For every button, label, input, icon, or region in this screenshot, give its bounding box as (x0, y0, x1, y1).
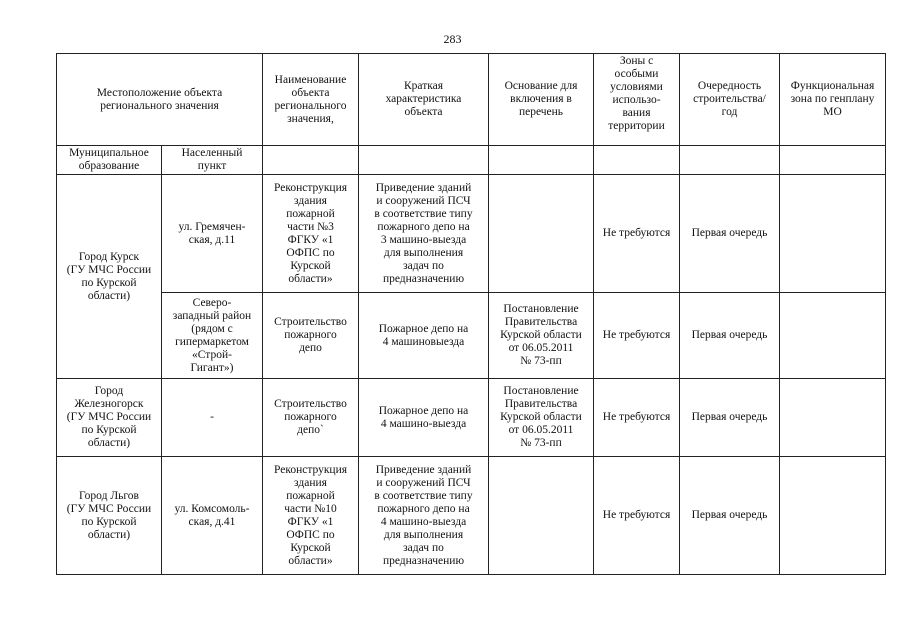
header-settlement: Населенный пункт (162, 146, 263, 175)
cell-description: Пожарное депо на 4 машиновыезда (359, 293, 489, 379)
cell-description: Пожарное депо на 4 машино-выезда (359, 379, 489, 457)
cell-name: Строительство пожарного депо (263, 293, 359, 379)
cell-settlement: - (162, 379, 263, 457)
cell-description: Приведение зданий и сооружений ПСЧ в соответствие типу пожарного депо на 4 машино-выезда для выполнения задач по предназначению (359, 457, 489, 575)
header-location: Местоположение объекта регионального значения (57, 54, 263, 146)
cell-name: Реконструкция здания пожарной части №10 ФГКУ «1 ОФПС по Курской области» (263, 457, 359, 575)
cell-functional-zone (780, 175, 886, 293)
cell-functional-zone (780, 457, 886, 575)
empty-cell (780, 146, 886, 175)
cell-settlement: ул. Комсомоль- ская, д.41 (162, 457, 263, 575)
cell-basis: Постановление Правительства Курской области от 06.05.2011 № 73-пп (489, 293, 594, 379)
cell-priority: Первая очередь (680, 379, 780, 457)
cell-settlement: ул. Гремячен- ская, д.11 (162, 175, 263, 293)
header-zones: Зоны с особыми условиями использо- вания территории (594, 54, 680, 146)
cell-municipality: Город Курск (ГУ МЧС России по Курской области) (57, 175, 162, 379)
empty-cell (489, 146, 594, 175)
cell-functional-zone (780, 379, 886, 457)
table-row (57, 175, 886, 293)
cell-basis (489, 175, 594, 293)
subheader-row (57, 146, 886, 175)
cell-basis: Постановление Правительства Курской области от 06.05.2011 № 73-пп (489, 379, 594, 457)
cell-name: Реконструкция здания пожарной части №3 ФГКУ «1 ОФПС по Курской области» (263, 175, 359, 293)
header-row (57, 54, 886, 146)
empty-cell (680, 146, 780, 175)
cell-priority: Первая очередь (680, 457, 780, 575)
cell-municipality: Город Железногорск (ГУ МЧС России по Курской области) (57, 379, 162, 457)
empty-cell (359, 146, 489, 175)
header-priority: Очередность строительства/ год (680, 54, 780, 146)
cell-functional-zone (780, 293, 886, 379)
table-row (57, 457, 886, 575)
cell-basis (489, 457, 594, 575)
cell-zones: Не требуются (594, 457, 680, 575)
header-basis: Основание для включения в перечень (489, 54, 594, 146)
cell-name: Строительство пожарного депо` (263, 379, 359, 457)
header-name: Наименование объекта регионального значения, (263, 54, 359, 146)
cell-zones: Не требуются (594, 379, 680, 457)
table-row (57, 379, 886, 457)
cell-priority: Первая очередь (680, 175, 780, 293)
objects-table (56, 53, 886, 575)
header-functional-zone: Функциональная зона по генплану МО (780, 54, 886, 146)
empty-cell (263, 146, 359, 175)
page-number: 283 (443, 32, 462, 46)
cell-priority: Первая очередь (680, 293, 780, 379)
table-row (57, 293, 886, 379)
cell-description: Приведение зданий и сооружений ПСЧ в соответствие типу пожарного депо на 3 машино-выезда для выполнения задач по предназначению (359, 175, 489, 293)
header-description: Краткая характеристика объекта (359, 54, 489, 146)
header-municipality: Муниципальное образование (57, 146, 162, 175)
empty-cell (594, 146, 680, 175)
cell-municipality: Город Льгов (ГУ МЧС России по Курской области) (57, 457, 162, 575)
cell-zones: Не требуются (594, 175, 680, 293)
cell-settlement: Северо- западный район (рядом с гипермаркетом «Строй- Гигант») (162, 293, 263, 379)
cell-zones: Не требуются (594, 293, 680, 379)
